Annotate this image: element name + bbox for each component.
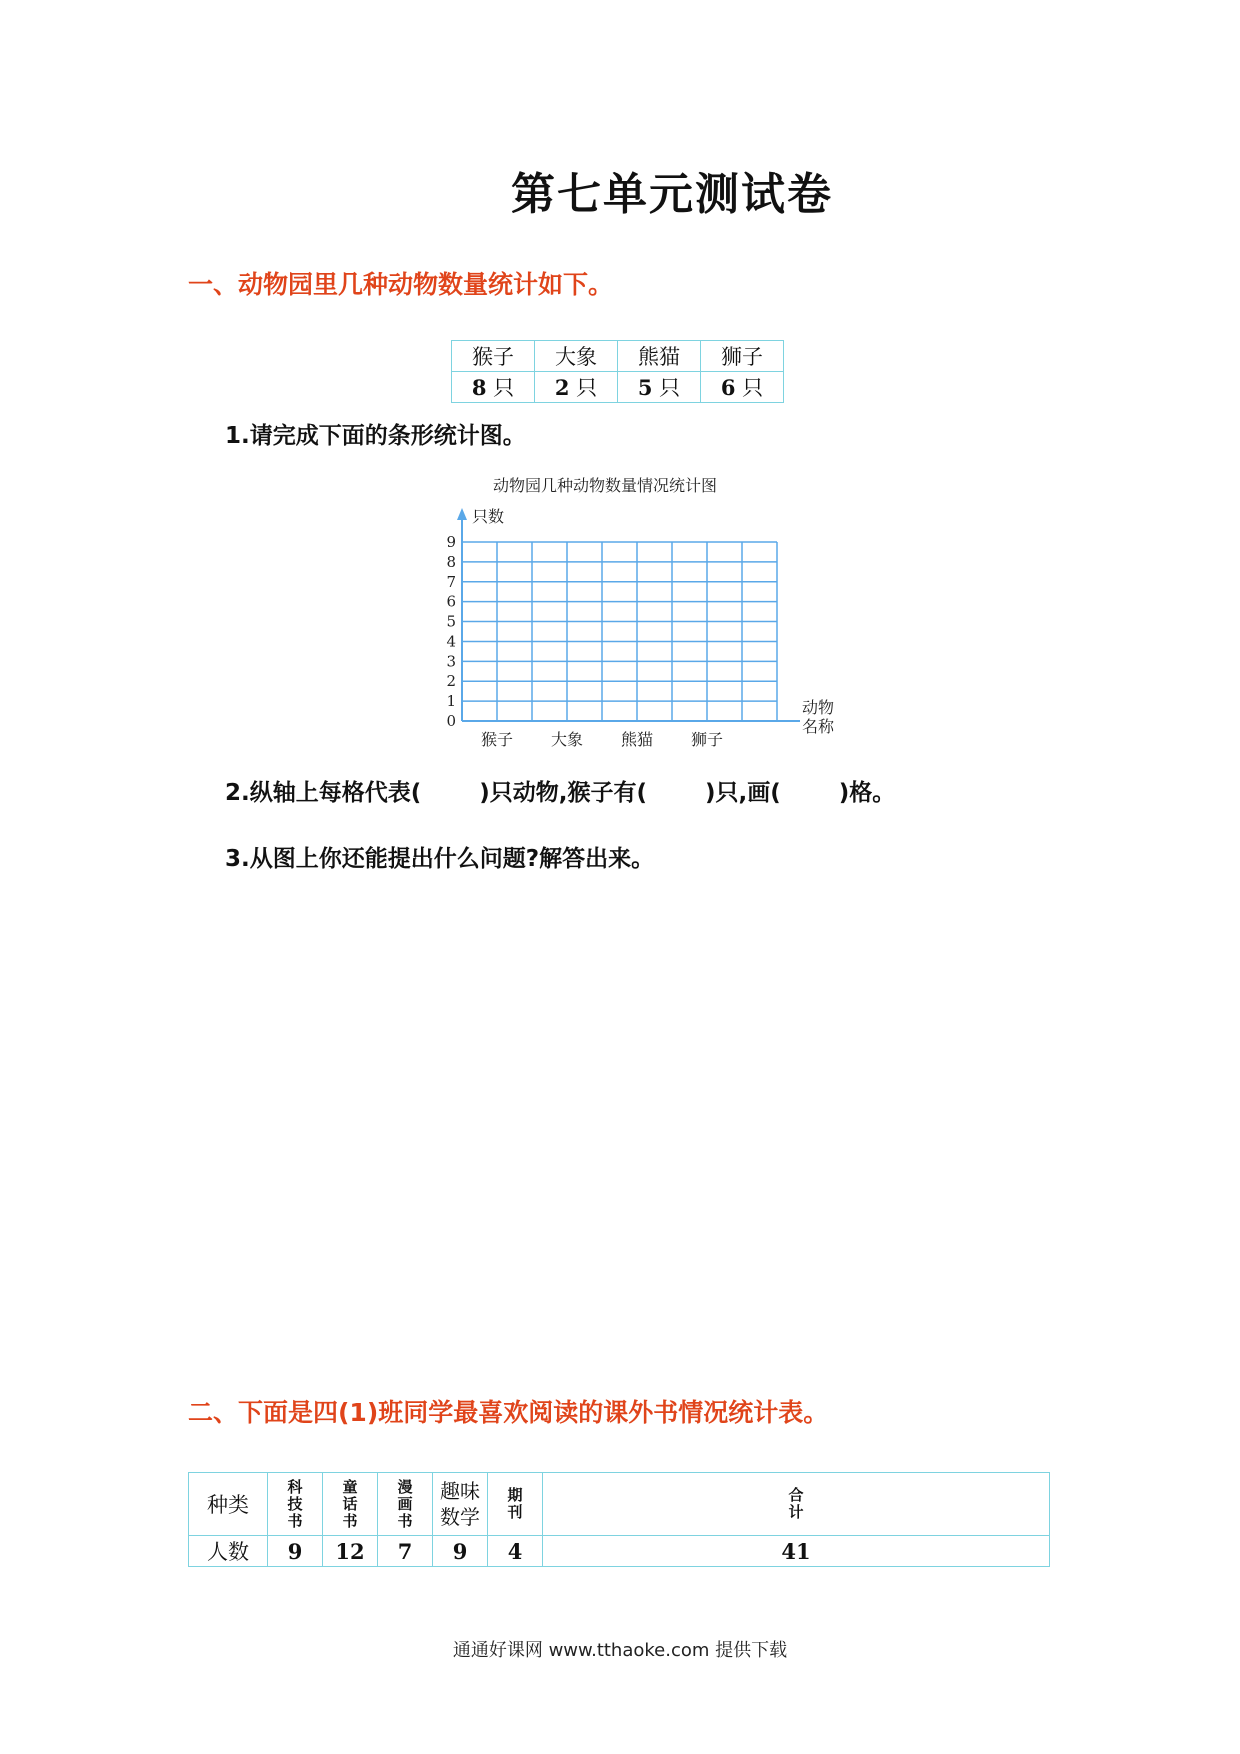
- animal-name-cell: 猴子: [452, 341, 535, 372]
- question-2: [225, 774, 895, 807]
- animal-count-cell: 8 只: [452, 372, 535, 403]
- footer-text: 通通好课网 www.tthaoke.com 提供下载: [452, 1640, 788, 1661]
- count-cell: 9: [433, 1536, 488, 1567]
- animal-count-row: [452, 372, 784, 403]
- category-label-line: 话: [342, 1494, 358, 1513]
- total-label-line: 计: [788, 1503, 804, 1521]
- question-2-part: )格。: [838, 780, 896, 806]
- count-row: [189, 1536, 1050, 1567]
- x-category-label: 熊猫: [620, 730, 654, 748]
- animal-count-cell: 2 只: [535, 372, 618, 403]
- category-label-line: 童: [342, 1477, 358, 1496]
- category-label-line: 书: [397, 1511, 413, 1530]
- animal-name-cell: 熊猫: [618, 341, 701, 372]
- y-tick-label: 8: [446, 552, 456, 571]
- count-cell: 9: [268, 1536, 323, 1567]
- question-2-part: )只动物,猴子有(: [479, 780, 648, 806]
- y-tick-label: 0: [446, 712, 456, 730]
- category-cell: [323, 1473, 378, 1536]
- total-label-line: 合: [788, 1486, 804, 1504]
- x-category-label: 大象: [550, 730, 584, 748]
- animal-count-table: [451, 340, 784, 403]
- book-survey-table: [188, 1472, 1050, 1567]
- category-label-line: 数学: [440, 1505, 480, 1529]
- question-2-part: 2.纵轴上每格代表(: [225, 780, 422, 806]
- animal-count-cell: 5 只: [618, 372, 701, 403]
- y-tick-label: 6: [446, 592, 456, 611]
- category-label-line: 书: [287, 1511, 303, 1530]
- y-tick-label: 3: [446, 652, 456, 671]
- x-category-label: 猴子: [480, 730, 514, 748]
- animal-count-cell: 6 只: [701, 372, 784, 403]
- section2-heading: 二、下面是四(1)班同学最喜欢阅读的课外书情况统计表。: [188, 1398, 829, 1427]
- category-label-line: 画: [397, 1494, 413, 1513]
- y-tick-label: 1: [446, 692, 456, 711]
- category-cell: [488, 1473, 543, 1536]
- y-tick-label: 5: [446, 612, 456, 631]
- y-tick-label: 9: [446, 533, 456, 551]
- y-tick-label: 2: [446, 672, 456, 691]
- category-cell: [268, 1473, 323, 1536]
- category-cell: [433, 1473, 488, 1536]
- total-cell: 41: [543, 1536, 1050, 1567]
- category-label-line: 漫: [397, 1477, 413, 1496]
- count-cell: 4: [488, 1536, 543, 1567]
- category-cell: [378, 1473, 433, 1536]
- category-label-line: 书: [342, 1511, 358, 1530]
- bar-chart-grid: [430, 468, 850, 748]
- category-row: [189, 1473, 1050, 1536]
- category-label-line: 期: [507, 1486, 523, 1504]
- y-tick-label: 7: [446, 572, 456, 591]
- total-header-cell: [543, 1473, 1050, 1536]
- section1-heading: 一、动物园里几种动物数量统计如下。: [188, 270, 614, 299]
- animal-name-row: [452, 341, 784, 372]
- y-axis-label: 只数: [472, 507, 505, 526]
- category-header: 种类: [189, 1473, 268, 1536]
- x-category-label: 狮子: [690, 730, 724, 748]
- animal-name-cell: 狮子: [701, 341, 784, 372]
- count-header: 人数: [189, 1536, 268, 1567]
- category-label-line: 刊: [507, 1503, 523, 1521]
- page-title: 第七单元测试卷: [511, 169, 833, 220]
- chart-title: 动物园几种动物数量情况统计图: [492, 476, 718, 495]
- category-label-line: 趣味: [440, 1479, 480, 1503]
- y-tick-label: 4: [446, 632, 456, 651]
- question-2-part: )只,画(: [705, 780, 781, 806]
- x-axis-label: 动物: [801, 698, 835, 717]
- question-1: 1.请完成下面的条形统计图。: [225, 423, 526, 449]
- question-3: 3.从图上你还能提出什么问题?解答出来。: [225, 846, 655, 872]
- animal-name-cell: 大象: [535, 341, 618, 372]
- x-axis-label: 名称: [801, 717, 835, 736]
- count-cell: 12: [323, 1536, 378, 1567]
- y-axis-arrow: [457, 508, 467, 520]
- category-label-line: 科: [287, 1477, 303, 1496]
- category-label-line: 技: [287, 1494, 303, 1513]
- count-cell: 7: [378, 1536, 433, 1567]
